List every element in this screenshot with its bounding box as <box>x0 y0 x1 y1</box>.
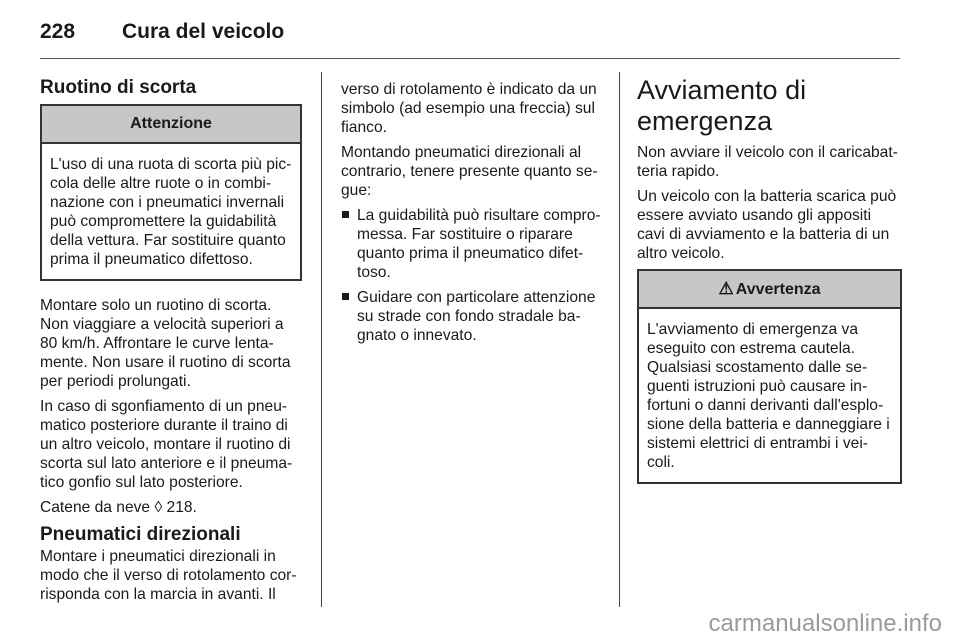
page-header <box>40 14 284 50</box>
paragraph: Montando pneumatici direzionali al contrario, tenere presente quanto se-gue: <box>341 144 598 199</box>
page-ref-link[interactable]: 218. <box>166 499 197 516</box>
watermark: carmanualsonline.info <box>708 610 942 637</box>
paragraph: Non avviare il veicolo con il caricabat-teria rapido. <box>637 144 898 180</box>
paragraph: Montare solo un ruotino di scorta. Non viaggiare a velocità superiori a 80 km/h. Affrontare le curve lenta-mente. Non usare il ruotino di scorta per periodi prolungati. <box>40 297 291 390</box>
header-rule <box>40 58 900 59</box>
paragraph: Montare i pneumatici direzionali in modo che il verso di rotolamento cor-risponda con la marcia in avanti. Il <box>40 548 297 603</box>
snow-chains-reference <box>40 498 302 517</box>
bullet-square-icon <box>342 211 349 218</box>
warning-box <box>637 269 902 484</box>
column-middle <box>341 80 603 351</box>
list-item-text: La guidabilità può risultare compro-messa. Far sostituire o riparare quanto prima il pneumatico difet-toso. <box>357 207 601 281</box>
snow-chains-text: Catene da neve <box>40 499 151 516</box>
column-divider <box>619 72 620 607</box>
attention-text: L'uso di una ruota di scorta più pic-cola delle altre ruote o in combi-nazione con i pneumatici invernali può compromettere la guidabilità della vettura. Far sostituire quanto prima il pneumatico difettoso. <box>50 156 292 268</box>
bullet-list <box>341 206 603 345</box>
warning-icon: ⚠ <box>718 279 734 298</box>
attention-box <box>40 104 302 281</box>
page-ref-icon: ◊ <box>154 499 163 516</box>
paragraph: In caso di sgonfiamento di un pneu-matico posteriore durante il traino di un altro veicolo, montare il ruotino di scorta sul lato anteriore e il pneuma-tico gonfio sul lato posteriore. <box>40 398 293 491</box>
list-item <box>341 288 603 345</box>
warning-text: L'avviamento di emergenza va eseguito con estrema cautela. Qualsiasi scostamento dalle se-guenti istruzioni può causare in-fortuni o danni derivanti dall'esplo-sione della batteria e danneggiare i sistemi elettrici di entrambi i vei-coli. <box>647 321 890 471</box>
list-item-text: Guidare con particolare attenzione su strade con fondo stradale ba-gnato o innevato. <box>357 289 596 344</box>
section-title: Cura del veicolo <box>122 20 285 43</box>
list-item <box>341 206 603 282</box>
page-number: 228 <box>40 20 76 43</box>
heading-directional-tyres: Pneumatici direzionali <box>40 524 241 545</box>
warning-title: Avvertenza <box>735 281 821 298</box>
heading-emergency-start: Avviamento di emergenza <box>637 75 807 136</box>
paragraph: Un veicolo con la batteria scarica può essere avviato usando gli appositi cavi di avviamento e la batteria di un altro veicolo. <box>637 188 897 262</box>
column-divider <box>321 72 322 607</box>
column-right <box>637 72 902 499</box>
paragraph: verso di rotolamento è indicato da un simbolo (ad esempio una freccia) sul fianco. <box>341 81 597 136</box>
bullet-square-icon <box>342 293 349 300</box>
column-left <box>40 72 302 610</box>
warning-header <box>639 271 900 309</box>
heading-spare-wheel: Ruotino di scorta <box>40 77 197 98</box>
attention-title: Attenzione <box>42 106 300 144</box>
